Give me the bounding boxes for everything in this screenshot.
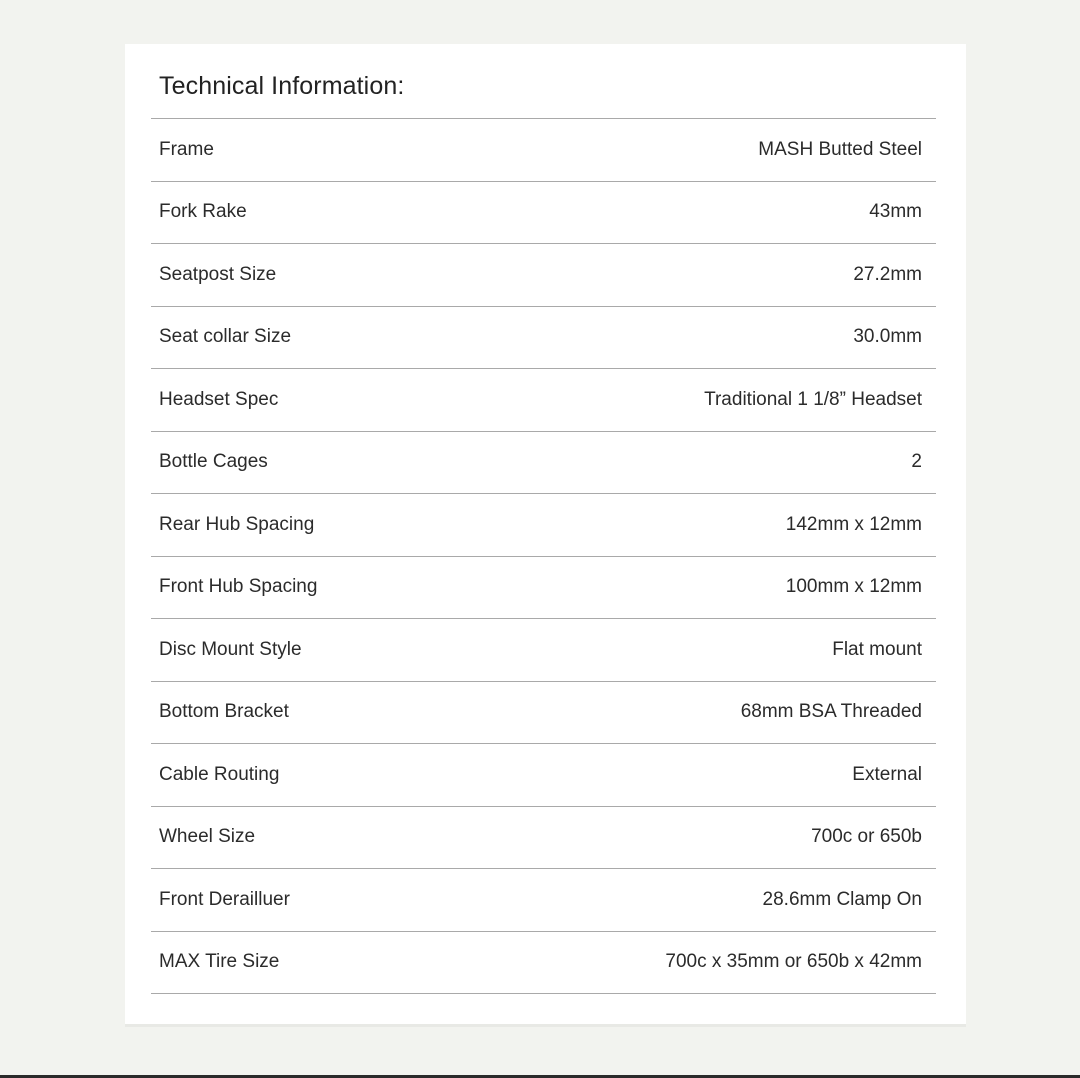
spec-label: Headset Spec <box>159 388 279 410</box>
spec-value: MASH Butted Steel <box>758 138 922 160</box>
spec-label: Seat collar Size <box>159 326 292 348</box>
spec-label: Wheel Size <box>159 826 256 848</box>
technical-info-card <box>125 44 966 1024</box>
spec-label: Bottom Bracket <box>159 701 289 723</box>
spec-value: External <box>852 763 922 785</box>
spec-row-frame <box>151 119 936 182</box>
spec-value: 700c or 650b <box>811 826 922 848</box>
spec-value: 2 <box>911 451 922 473</box>
spec-row-front-derailleur <box>151 869 936 932</box>
spec-row-seatpost-size <box>151 244 936 307</box>
spec-value: 28.6mm Clamp On <box>762 888 922 910</box>
spec-row-headset-spec <box>151 369 936 432</box>
spec-row-max-tire-size <box>151 932 936 995</box>
spec-value: 27.2mm <box>853 263 922 285</box>
spec-label: Front Derailluer <box>159 888 290 910</box>
spec-value: 100mm x 12mm <box>785 576 922 598</box>
spec-value: Traditional 1 1/8” Headset <box>704 388 922 410</box>
spec-label: Cable Routing <box>159 763 280 785</box>
spec-value: 68mm BSA Threaded <box>740 701 922 723</box>
spec-row-front-hub-spacing <box>151 557 936 620</box>
spec-row-wheel-size <box>151 807 936 870</box>
spec-label: Fork Rake <box>159 201 247 223</box>
spec-value: Flat mount <box>832 638 922 660</box>
spec-label: Front Hub Spacing <box>159 576 318 598</box>
spec-row-cable-routing <box>151 744 936 807</box>
spec-label: Frame <box>159 138 214 160</box>
spec-row-bottle-cages <box>151 432 936 495</box>
spec-label: MAX Tire Size <box>159 951 280 973</box>
spec-value: 43mm <box>869 201 922 223</box>
spec-value: 700c x 35mm or 650b x 42mm <box>665 951 922 973</box>
section-title: Technical Information: <box>159 72 405 100</box>
spec-label: Disc Mount Style <box>159 638 302 660</box>
spec-row-rear-hub-spacing <box>151 494 936 557</box>
spec-label: Seatpost Size <box>159 263 277 285</box>
spec-row-fork-rake <box>151 182 936 245</box>
spec-table <box>151 118 936 994</box>
spec-row-seat-collar-size <box>151 307 936 370</box>
spec-label: Bottle Cages <box>159 451 268 473</box>
spec-label: Rear Hub Spacing <box>159 513 315 535</box>
spec-row-disc-mount-style <box>151 619 936 682</box>
spec-value: 30.0mm <box>853 326 922 348</box>
spec-row-bottom-bracket <box>151 682 936 745</box>
spec-value: 142mm x 12mm <box>785 513 922 535</box>
